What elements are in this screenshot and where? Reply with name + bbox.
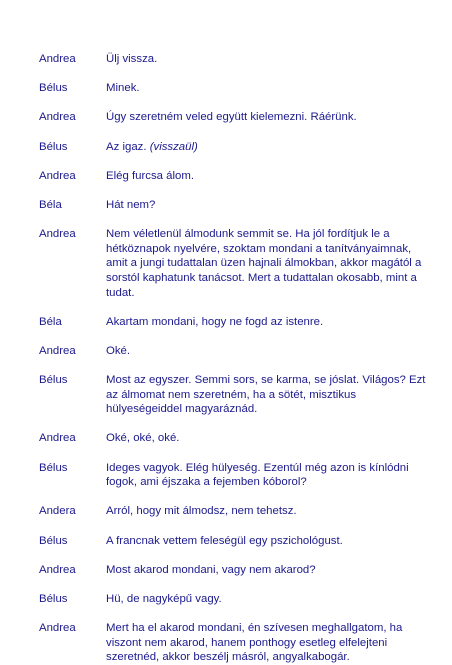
dialogue-script [39, 52, 439, 665]
speaker-name: Bélus [39, 374, 68, 387]
dialogue-row [39, 52, 439, 67]
dialogue-row [39, 431, 439, 446]
speaker-name: Andrea [39, 622, 76, 635]
dialogue-line: Mert ha el akarod mondani, én szívesen meghallgatom, ha viszont nem akarod, hanem ponthogy esetleg elfelejteni szeretnéd, akkor beszélj másról, angyalkabogár. [106, 622, 403, 664]
dialogue-row [39, 140, 439, 155]
dialogue-text: Az igaz. [106, 140, 147, 153]
dialogue-row [39, 227, 439, 300]
dialogue-row [39, 110, 439, 125]
dialogue-row [39, 504, 439, 519]
dialogue-row [39, 373, 439, 417]
dialogue-row [39, 169, 439, 184]
dialogue-line: Nem véletlenül álmodunk semmit se. Ha jól fordítjuk le a hétköznapok nyelvére, szoktam mondani a tanítványaimnak, amit a jungi tudattalan üzen hajnali álmokban, akkor magától a sorstól kaphatunk tanácsot. Mert a tudattalan okosabb, mint a tudat. [106, 228, 422, 299]
dialogue-line: Oké. [106, 344, 131, 357]
dialogue-row [39, 621, 439, 665]
speaker-name: Andrea [39, 228, 76, 241]
dialogue-line: Ülj vissza. [106, 53, 158, 65]
stage-direction: (visszaül) [149, 140, 198, 153]
dialogue-row [39, 534, 439, 549]
speaker-name: Andrea [39, 169, 76, 182]
dialogue-row [39, 81, 439, 96]
speaker-name: Bélus [39, 140, 68, 153]
dialogue-line: Úgy szeretném veled együtt kielemezni. Ráérünk. [106, 111, 357, 124]
speaker-name: Bélus [39, 592, 68, 605]
dialogue-row [39, 198, 439, 213]
dialogue-line: A francnak vettem feleségül egy pszichológust. [106, 534, 343, 547]
dialogue-line: Hát nem? [106, 198, 156, 211]
dialogue-line: Elég furcsa álom. [106, 169, 194, 182]
speaker-name: Andrea [39, 53, 76, 65]
speaker-name: Béla [39, 315, 62, 328]
speaker-name: Bélus [39, 534, 68, 547]
dialogue-line: Most az egyszer. Semmi sors, se karma, se jóslat. Világos? Ezt az álmomat nem szeretném, ha a sötét, misztikus hülyeségeiddel magyaráznád. [106, 374, 426, 416]
dialogue-line: Arról, hogy mit álmodsz, nem tehetsz. [106, 505, 297, 518]
speaker-name: Andrea [39, 111, 76, 124]
dialogue-line: Oké, oké, oké. [106, 432, 180, 445]
dialogue-row [39, 344, 439, 359]
speaker-name: Bélus [39, 82, 68, 95]
speaker-name: Andrea [39, 563, 76, 576]
dialogue-row [39, 461, 439, 490]
dialogue-row [39, 315, 439, 330]
dialogue-line: Hü, de nagyképű vagy. [106, 592, 222, 605]
dialogue-row [39, 563, 439, 578]
dialogue-line: Minek. [106, 82, 140, 95]
dialogue-line: Most akarod mondani, vagy nem akarod? [106, 563, 316, 576]
dialogue-line: Akartam mondani, hogy ne fogd az istenre. [106, 315, 324, 328]
dialogue-row [39, 592, 439, 607]
speaker-name: Bélus [39, 461, 68, 474]
dialogue-line [106, 140, 433, 155]
dialogue-line: Ideges vagyok. Elég hülyeség. Ezentúl még azon is kínlódni fogok, ami éjszaka a fejemben kóborol? [106, 461, 409, 489]
speaker-name: Andrea [39, 344, 76, 357]
speaker-name: Béla [39, 198, 62, 211]
speaker-name: Andera [39, 505, 76, 518]
speaker-name: Andrea [39, 432, 76, 445]
